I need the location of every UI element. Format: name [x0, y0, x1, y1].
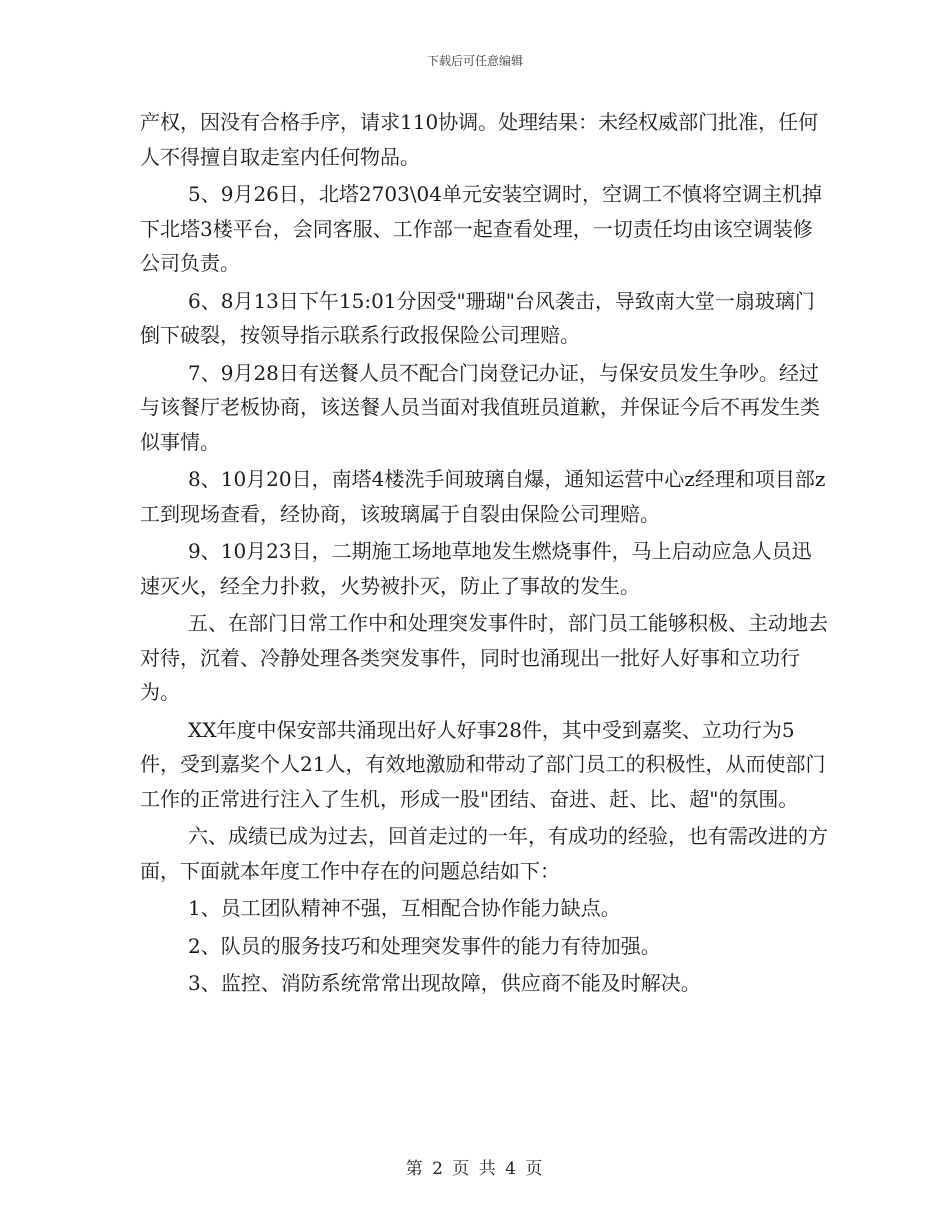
paragraph: 产权，因没有合格手序，请求110协调。处理结果：未经权威部门批准，任何人不得擅自取走室内任何物品。	[140, 110, 819, 169]
list-item: 2、队员的服务技巧和处理突发事件的能力有待加强。	[188, 933, 661, 958]
paragraph: 8、10月20日，南塔4楼洗手间玻璃自爆，通知运营中心z经理和项目部z工到现场查看，经协商，该玻璃属于自裂由保险公司理赔。	[140, 467, 826, 526]
list-item: 1、员工团队精神不强，互相配合协作能力缺点。	[188, 896, 621, 920]
page-footer: 第 2 页 共 4 页	[405, 1159, 545, 1179]
paragraph: 5、9月26日，北塔2703\04单元安装空调时，空调工不慎将空调主机掉下北塔3楼平台，会同客服、工作部一起查看处理，一切责任均由该空调装修公司负责。	[140, 182, 822, 275]
paragraph: 9、10月23日，二期施工场地草地发生燃烧事件，马上启动应急人员迅速灭火，经全力扑救，火势被扑灭，防止了事故的发生。	[140, 539, 812, 598]
paragraph: 7、9月28日有送餐人员不配合门岗登记办证，与保安员发生争吵。经过与该餐厅老板协商，该送餐人员当面对我值班员道歉，并保证今后不再发生类似事情。	[140, 360, 820, 454]
paragraph: 五、在部门日常工作中和处理突发事件时，部门员工能够积极、主动地去对待，沉着、冷静处理各类突发事件，同时也涌现出一批好人好事和立功行为。	[140, 611, 828, 704]
paragraph: XX年度中保安部共涌现出好人好事28件，其中受到嘉奖、立功行为5件，受到嘉奖个人21人，有效地激励和带动了部门员工的积极性，从而使部门工作的正常进行注入了生机，形成一股"团结、奋进、赶、比、超"的氛围。	[140, 717, 826, 811]
paragraph: 六、成绩已成为过去，回首走过的一年，有成功的经验，也有需改进的方面，下面就本年度工作中存在的问题总结如下：	[140, 824, 828, 883]
document-body	[140, 105, 830, 1004]
list-item: 3、监控、消防系统常常出现故障，供应商不能及时解决。	[188, 971, 701, 995]
paragraph: 6、8月13日下午15:01分因受"珊瑚"台风袭击，导致南大堂一扇玻璃门倒下破裂，按领导指示联系行政报保险公司理赔。	[140, 288, 815, 347]
page-header: 下载后可任意编辑	[426, 54, 523, 68]
